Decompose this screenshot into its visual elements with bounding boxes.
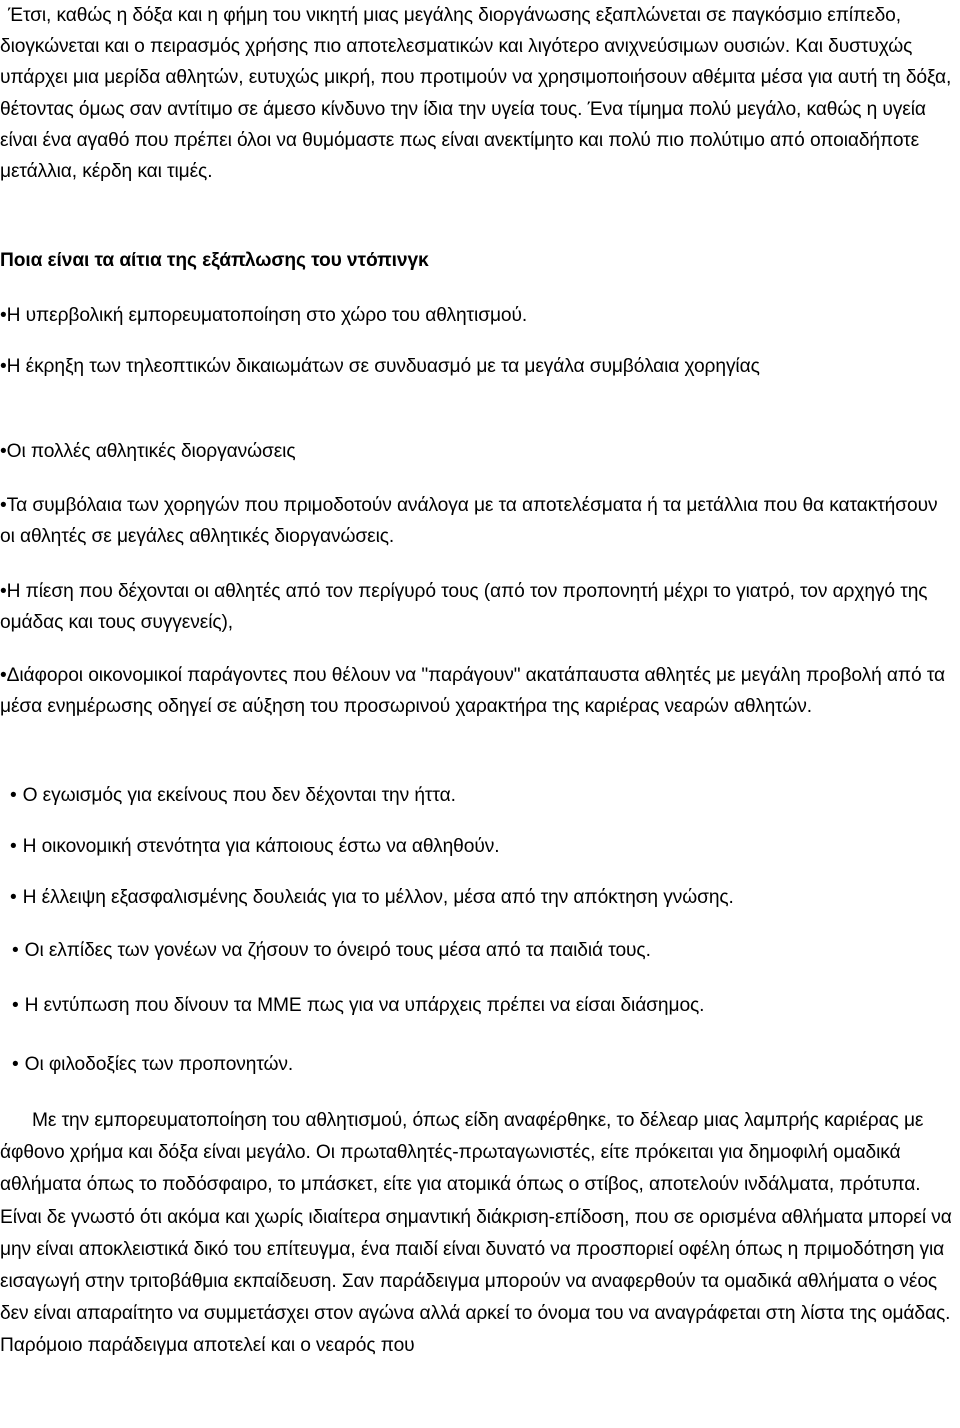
outro-text: Με την εμπορευματοποίηση του αθλητισμού, όπως είδη αναφέρθηκε, το δέλεαρ μιας λαμπρής καριέρας με άφθονο χρήμα και δόξα είναι μεγάλο. Οι πρωταθλητές-πρωταγωνιστές, είτε πρόκειται για δημοφιλή ομαδικά αθλήματα όπως το ποδόσφαιρο, το μπάσκετ, είτε για ατομικά όπως ο στίβος, αποτελούν ινδάλματα, πρότυπα. Είναι δε γνωστό ότι ακόμα και χωρίς ιδιαίτερα σημαντική διάκριση-επίδοση, που σε ορισμένα αθλήματα μπορεί να μην είναι αποκλειστικά δικό του επίτευγμα, ένα παιδί είναι δυνατό να προσποριεί οφέλη όπως η πριμοδότηση για εισαγωγή στην τριτοβάθμια εκπαίδευση. Σαν παράδειγμα μπορούν να αναφερθούν τα ομαδικά αθλήματα ο νέος δεν είναι απαραίτητο να συμμετάσχει στον αγώνα αλλά αρκεί το όνομα του να αναγράφεται στη λίστα της ομάδας. Παρόμοιο παράδειγμα αποτελεί και ο νεαρός που xyxy=(0,1110,952,1357)
cause-item-9 xyxy=(10,882,952,913)
bullet-icon: • xyxy=(10,887,17,908)
cause-item-2 xyxy=(0,351,952,382)
cause-item-10 xyxy=(12,935,952,966)
bullet-icon: • xyxy=(0,441,7,462)
cause-item-5 xyxy=(0,576,952,638)
cause-item-4 xyxy=(0,490,952,552)
intro-paragraph xyxy=(0,0,952,187)
cause-text: Οι ελπίδες των γονέων να ζήσουν το όνειρό τους μέσα από τα παιδιά τους. xyxy=(24,940,651,961)
intro-text: Έτσι, καθώς η δόξα και η φήμη του νικητή μιας μεγάλης διοργάνωσης εξαπλώνεται σε παγκόσμιο επίπεδο, διογκώνεται και ο πειρασμός χρήσης πιο αποτελεσματικών και λιγότερο ανιχνεύσιμων ουσιών. Και δυστυχώς υπάρχει μια μερίδα αθλητών, ευτυχώς μικρή, που προτιμούν να χρησιμοποιήσουν αθέμιτα μέσα για αυτή τη δόξα, θέτοντας όμως σαν αντίτιμο σε άμεσο κίνδυνο την ίδια την υγεία τους. Ένα τίμημα πολύ μεγάλο, καθώς η υγεία είναι ένα αγαθό που πρέπει όλοι να θυμόμαστε πως είναι ανεκτίμητο και πολύ πιο πολύτιμο από οποιαδήποτε μετάλλια, κέρδη και τιμές. xyxy=(0,5,952,183)
bullet-icon: • xyxy=(0,581,7,602)
cause-text: Τα συμβόλαια των χορηγών που πριμοδοτούν ανάλογα με τα αποτελέσματα ή τα μετάλλια που θα κατακτήσουν οι αθλητές σε μεγάλες αθλητικές διοργανώσεις. xyxy=(0,495,938,548)
cause-text: Η έκρηξη των τηλεοπτικών δικαιωμάτων σε συνδυασμό με τα μεγάλα συμβόλαια χορηγίας xyxy=(6,356,760,377)
cause-item-11 xyxy=(12,990,952,1021)
bullet-icon: • xyxy=(12,940,19,961)
cause-text: Ο εγωισμός για εκείνους που δεν δέχονται την ήττα. xyxy=(22,785,456,806)
cause-item-3 xyxy=(0,436,952,467)
bullet-icon: • xyxy=(12,995,19,1016)
cause-text: Η οικονομική στενότητα για κάποιους έστω να αθληθούν. xyxy=(22,836,500,857)
cause-item-8 xyxy=(10,831,952,862)
bullet-icon: • xyxy=(12,1054,19,1075)
section-heading: Ποια είναι τα αίτια της εξάπλωσης του ντόπινγκ xyxy=(0,250,429,271)
outro-paragraph xyxy=(0,1105,952,1363)
cause-item-1 xyxy=(0,300,952,331)
cause-text: Η εντύπωση που δίνουν τα ΜΜΕ πως για να υπάρχεις πρέπει να είσαι διάσημος. xyxy=(24,995,705,1016)
cause-text: Η πίεση που δέχονται οι αθλητές από τον περίγυρό τους (από τον προπονητή μέχρι το γιατρό, τον αρχηγό της ομάδας και τους συγγενείς), xyxy=(0,581,928,634)
cause-text: Οι φιλοδοξίες των προπονητών. xyxy=(24,1054,294,1075)
cause-text: Οι πολλές αθλητικές διοργανώσεις xyxy=(6,441,296,462)
bullet-icon: • xyxy=(0,495,7,516)
cause-item-7 xyxy=(10,780,952,811)
cause-text: Η έλλειψη εξασφαλισμένης δουλειάς για το μέλλον, μέσα από την απόκτηση γνώσης. xyxy=(22,887,734,908)
cause-text: Διάφοροι οικονομικοί παράγοντες που θέλουν να "παράγουν" ακατάπαυστα αθλητές με μεγάλη προβολή από τα μέσα ενημέρωσης οδηγεί σε αύξηση του προσωρινού χαρακτήρα της καριέρας νεαρών αθλητών. xyxy=(0,665,946,718)
bullet-icon: • xyxy=(0,305,7,326)
bullet-icon: • xyxy=(0,356,7,377)
bullet-icon: • xyxy=(10,785,17,806)
bullet-icon: • xyxy=(10,836,17,857)
cause-item-6 xyxy=(0,660,952,722)
bullet-icon: • xyxy=(0,665,7,686)
cause-text: Η υπερβολική εμπορευματοποίηση στο χώρο του αθλητισμού. xyxy=(6,305,528,326)
cause-item-12 xyxy=(12,1049,952,1080)
